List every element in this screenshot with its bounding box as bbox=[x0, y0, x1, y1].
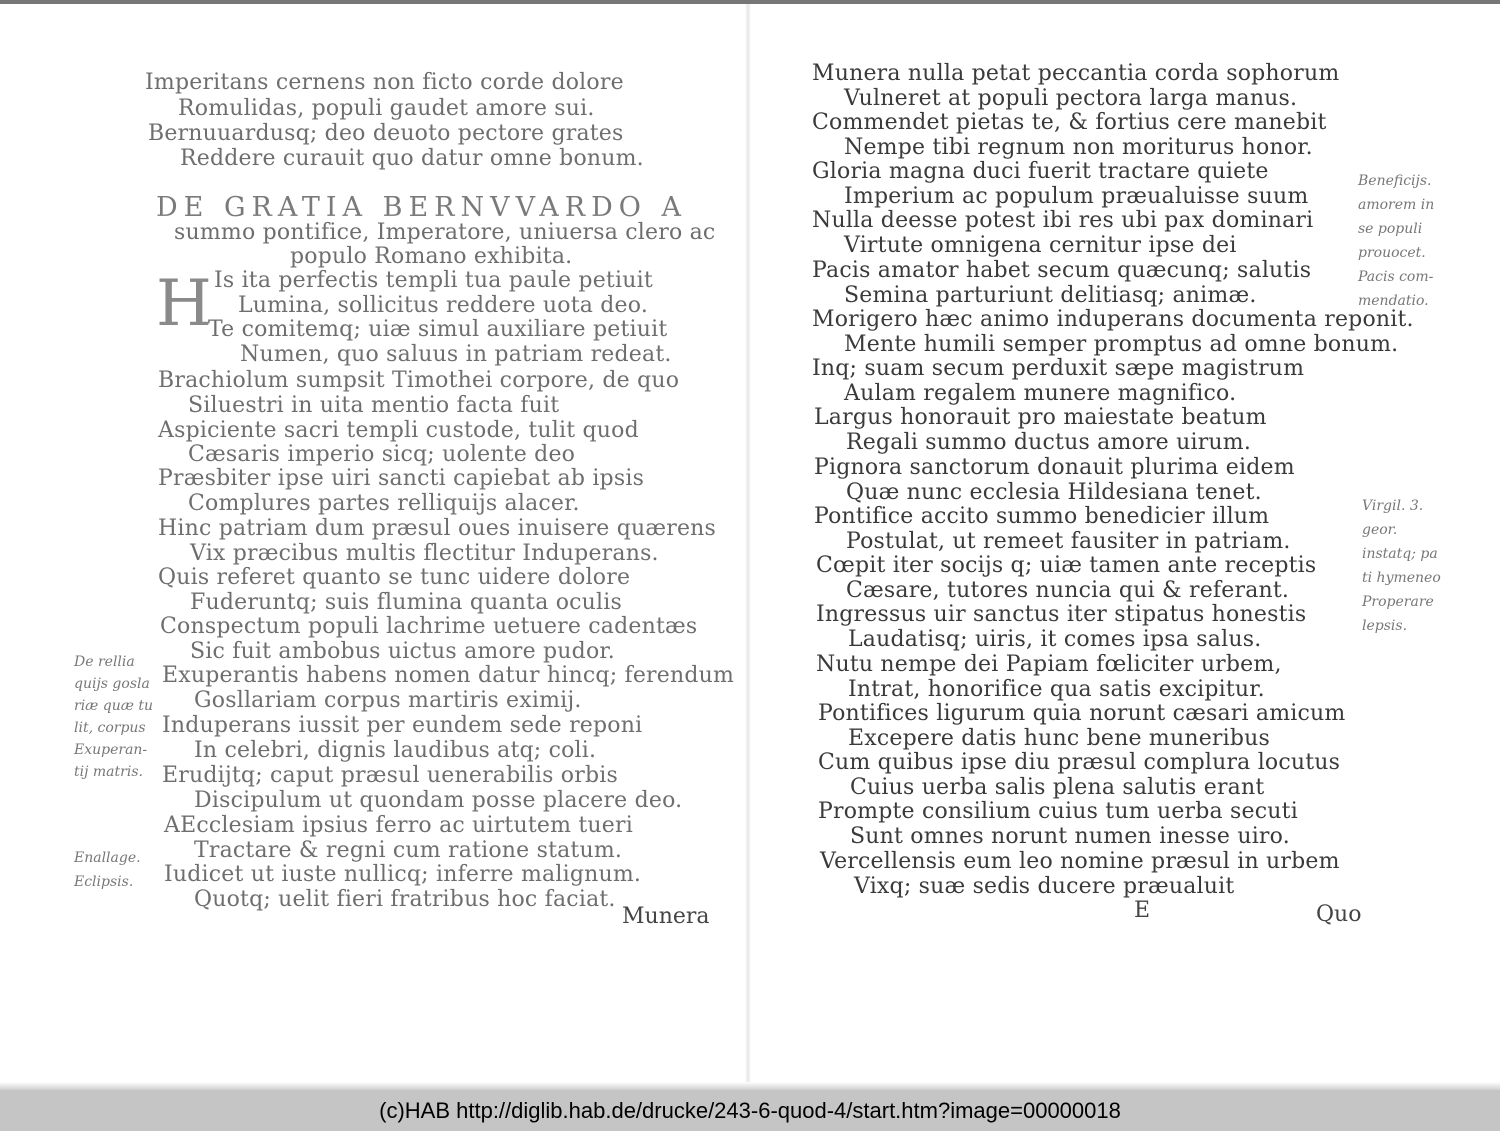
poem-line: Discipulum ut quondam posse placere deo. bbox=[194, 788, 683, 813]
margin-note: se populi bbox=[1358, 221, 1423, 237]
margin-note: quijs gosla bbox=[74, 676, 150, 692]
section-subheading: populo Romano exhibita. bbox=[290, 244, 573, 269]
section-subheading: summo pontifice, Imperatore, uniuersa clero ac bbox=[174, 220, 716, 245]
poem-line: Siluestri in uita mentio facta fuit bbox=[188, 393, 560, 418]
poem-line: Imperium ac populum præualuisse suum bbox=[844, 184, 1309, 209]
poem-line: Intrat, honorifice qua satis excipitur. bbox=[848, 677, 1265, 702]
poem-line: Aspiciente sacri templi custode, tulit quod bbox=[158, 418, 639, 443]
poem-line: Vix præcibus multis flectitur Induperans. bbox=[190, 541, 659, 566]
poem-line: Commendet pietas te, & fortius cere manebit bbox=[812, 110, 1327, 135]
poem-line: Pacis amator habet secum quæcunq; salutis bbox=[812, 258, 1312, 283]
poem-line: Excepere datis hunc bene muneribus bbox=[848, 726, 1271, 751]
page-edge bbox=[0, 1082, 1500, 1090]
poem-line: Nutu nempe dei Papiam fœliciter urbem, bbox=[816, 652, 1282, 677]
margin-note: mendatio. bbox=[1358, 293, 1429, 309]
margin-note: amorem in bbox=[1358, 197, 1435, 213]
poem-line: Gosllariam corpus martiris eximij. bbox=[194, 688, 582, 713]
poem-line: Iudicet ut iuste nullicq; inferre malignum. bbox=[164, 862, 642, 887]
poem-line: Fuderuntq; suis flumina quanta oculis bbox=[190, 590, 623, 615]
poem-line: Gloria magna duci fuerit tractare quiete bbox=[812, 159, 1269, 184]
poem-line: Numen, quo saluus in patriam redeat. bbox=[240, 342, 672, 367]
margin-note: prouocet. bbox=[1358, 245, 1426, 261]
poem-line: Inq; suam secum perduxit sæpe magistrum bbox=[812, 356, 1305, 381]
section-heading: DE GRATIA BERNVVARDO A bbox=[156, 192, 687, 223]
poem-line: Cæsare, tutores nuncia qui & referant. bbox=[846, 578, 1290, 603]
poem-line: Conspectum populi lachrime uetuere cadentæs bbox=[160, 614, 698, 639]
poem-line: Cum quibus ipse diu præsul complura locutus bbox=[818, 750, 1341, 775]
margin-note: Properare bbox=[1362, 594, 1434, 610]
poem-line: Sunt omnes norunt numen inesse uiro. bbox=[850, 824, 1290, 849]
poem-line: Ingressus uir sanctus iter stipatus honestis bbox=[816, 602, 1307, 627]
intro-line: Reddere curauit quo datur omne bonum. bbox=[180, 146, 644, 171]
poem-line: Hinc patriam dum præsul oues inuisere quærens bbox=[158, 516, 717, 541]
poem-line: Pontifices ligurum quia norunt cæsari amicum bbox=[818, 701, 1346, 726]
margin-note: lepsis. bbox=[1362, 618, 1408, 634]
poem-line: Laudatisq; uiris, it comes ipsa salus. bbox=[848, 627, 1262, 652]
margin-note: lit, corpus bbox=[74, 720, 146, 736]
poem-line: Nulla deesse potest ibi res ubi pax dominari bbox=[812, 208, 1314, 233]
poem-line: Aulam regalem munere magnifico. bbox=[844, 381, 1237, 406]
poem-line: Cœpit iter socijs q; uiæ tamen ante receptis bbox=[816, 553, 1317, 578]
poem-line: Quotq; uelit fieri fratribus hoc faciat. bbox=[194, 887, 616, 912]
poem-line: Vercellensis eum leo nomine præsul in urbem bbox=[820, 849, 1340, 874]
poem-line: AEcclesiam ipsius ferro ac uirtutem tueri bbox=[164, 813, 633, 838]
margin-note: geor. bbox=[1362, 522, 1398, 538]
poem-line: Largus honorauit pro maiestate beatum bbox=[814, 405, 1267, 430]
margin-note: ti hymeneo bbox=[1362, 570, 1441, 586]
poem-line: Induperans iussit per eundem sede reponi bbox=[162, 713, 643, 738]
source-footer bbox=[0, 1090, 1500, 1131]
poem-line: Mente humili semper promptus ad omne bonum. bbox=[844, 332, 1399, 357]
poem-line: Virtute omnigena cernitur ipse dei bbox=[844, 233, 1237, 258]
poem-line: Tractare & regni cum ratione statum. bbox=[194, 838, 623, 863]
poem-line: Cæsaris imperio sicq; uolente deo bbox=[188, 442, 576, 467]
poem-line: Prompte consilium cuius tum uerba secuti bbox=[818, 799, 1298, 824]
margin-note: Enallage. bbox=[74, 850, 141, 866]
poem-line: Præsbiter ipse uiri sancti capiebat ab ipsis bbox=[158, 466, 645, 491]
left-page bbox=[0, 4, 745, 1094]
poem-line: Is ita perfectis templi tua paule petiuit bbox=[214, 268, 653, 293]
margin-note: Eclipsis. bbox=[74, 874, 134, 890]
poem-line: Quæ nunc ecclesia Hildesiana tenet. bbox=[846, 480, 1262, 505]
right-page bbox=[750, 4, 1500, 1094]
margin-note: Beneficijs. bbox=[1358, 173, 1432, 189]
poem-line: Pignora sanctorum donauit plurima eidem bbox=[814, 455, 1295, 480]
poem-line: Vulneret at populi pectora larga manus. bbox=[844, 86, 1298, 111]
poem-line: Complures partes relliquijs alacer. bbox=[188, 491, 580, 516]
poem-line: Quis referet quanto se tunc uidere dolore bbox=[158, 565, 631, 590]
poem-line: Sic fuit ambobus uictus amore pudor. bbox=[190, 639, 615, 664]
margin-note: Exuperan- bbox=[74, 742, 148, 758]
poem-line: Pontifice accito summo benedicier illum bbox=[814, 504, 1270, 529]
catchword: Munera bbox=[622, 904, 710, 929]
poem-line: Erudijtq; caput præsul uenerabilis orbis bbox=[162, 763, 618, 788]
poem-line: Morigero hæc animo induperans documenta reponit. bbox=[812, 307, 1414, 332]
margin-note: Virgil. 3. bbox=[1362, 498, 1424, 514]
catchword: Quo bbox=[1316, 902, 1362, 927]
poem-line: Te comitemq; uiæ simul auxiliare petiuit bbox=[208, 317, 668, 342]
poem-line: Regali summo ductus amore uirum. bbox=[846, 430, 1252, 455]
intro-line: Romulidas, populi gaudet amore sui. bbox=[178, 96, 595, 121]
signature-mark: E bbox=[1134, 898, 1151, 923]
margin-note: De rellia bbox=[74, 654, 135, 670]
source-url: (c)HAB http://diglib.hab.de/drucke/243-6-quod-4/start.htm?image=00000018 bbox=[379, 1097, 1121, 1123]
poem-line: In celebri, dignis laudibus atq; coli. bbox=[194, 738, 597, 763]
poem-line: Exuperantis habens nomen datur hincq; ferendum bbox=[162, 663, 735, 688]
poem-line: Vixq; suæ sedis ducere præualuit bbox=[854, 874, 1235, 899]
intro-line: Imperitans cernens non ficto corde dolore bbox=[145, 70, 624, 95]
margin-note: tij matris. bbox=[74, 764, 143, 780]
poem-line: Postulat, ut remeet fausiter in patriam. bbox=[846, 529, 1291, 554]
poem-line: Nempe tibi regnum non moriturus honor. bbox=[844, 135, 1313, 160]
drop-cap: H bbox=[156, 267, 212, 341]
margin-note: riæ quæ tu bbox=[74, 698, 154, 714]
intro-line: Bernuuardusq; deo deuoto pectore grates bbox=[148, 121, 624, 146]
poem-line: Lumina, sollicitus reddere uota deo. bbox=[238, 293, 649, 318]
margin-note: Pacis com- bbox=[1358, 269, 1434, 285]
poem-line: Cuius uerba salis plena salutis erant bbox=[850, 775, 1265, 800]
margin-note: instatq; pa bbox=[1362, 546, 1438, 562]
poem-line: Brachiolum sumpsit Timothei corpore, de quo bbox=[158, 368, 680, 393]
poem-line: Munera nulla petat peccantia corda sophorum bbox=[812, 61, 1340, 86]
poem-line: Semina parturiunt delitiasq; animæ. bbox=[844, 283, 1257, 308]
